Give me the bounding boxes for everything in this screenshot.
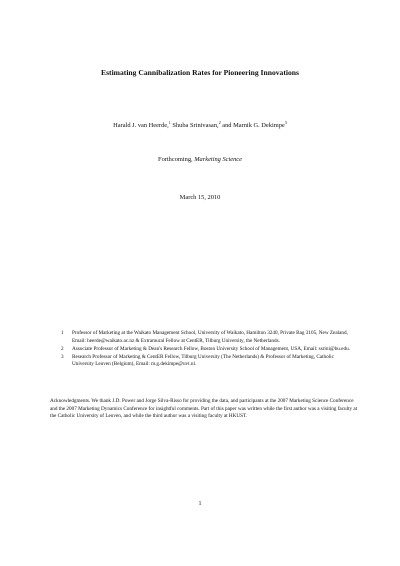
footnote-text: Professor of Marketing at the Waikato Management School, University of Waikato, Hamilton 3240, Private Bag 3105, New Zealand, Email: heerde@waikato.ac.nz & Extramural Fellow at CentER, Tilburg University, the Netherlands. [72,330,348,344]
publication-status [0,155,400,164]
acknowledgments: Acknowledgments. We thank J.D. Power and Jorge Silva-Risso for providing the data, and participants at the 2007 Marketing Science Conference and the 2007 Marketing Dynamics Conference for insightful comments. Part of this paper was written while the first author was a visiting faculty at the Catholic University of Leuven, and while the third author was a visiting faculty at HKUST. [50,398,358,420]
author-name: and Marnik G. Dekimpe [222,122,285,129]
footnote [61,330,351,345]
journal-name: Marketing Science [194,156,242,163]
footnote [61,346,351,354]
author-name: Harald J. van Heerde, [113,122,169,129]
author-affiliation-mark: 2 [218,120,221,125]
footnote-text: Research Professor of Marketing & CentER Fellow, Tilburg University (The Netherlands) & Professor of Marketing, Catholic University Leuven (Belgium), Email: m.g.dekimpe@uvt.nl. [72,353,334,368]
affiliation-footnotes [61,330,351,369]
paper-title: Estimating Cannibalization Rates for Pioneering Innovations [101,68,299,77]
footnote [61,354,351,369]
author-affiliation-mark: 1 [168,120,171,125]
footnote-number: 2 [61,345,64,352]
author-line [0,121,400,130]
footnote-number: 3 [61,353,64,360]
author-affiliation-mark: 3 [284,120,287,125]
paper-date: March 15, 2010 [179,194,221,201]
footnote-number: 1 [61,330,64,336]
author-name: Shuba Srinivasan, [172,122,219,129]
footnote-text: Associate Professor of Marketing & Dean's Research Fellow, Boston University School of Management, USA, Email: ssrini@bu.edu. [72,345,350,352]
forthcoming-prefix: Forthcoming, [158,156,195,163]
page-number: 1 [198,501,202,507]
